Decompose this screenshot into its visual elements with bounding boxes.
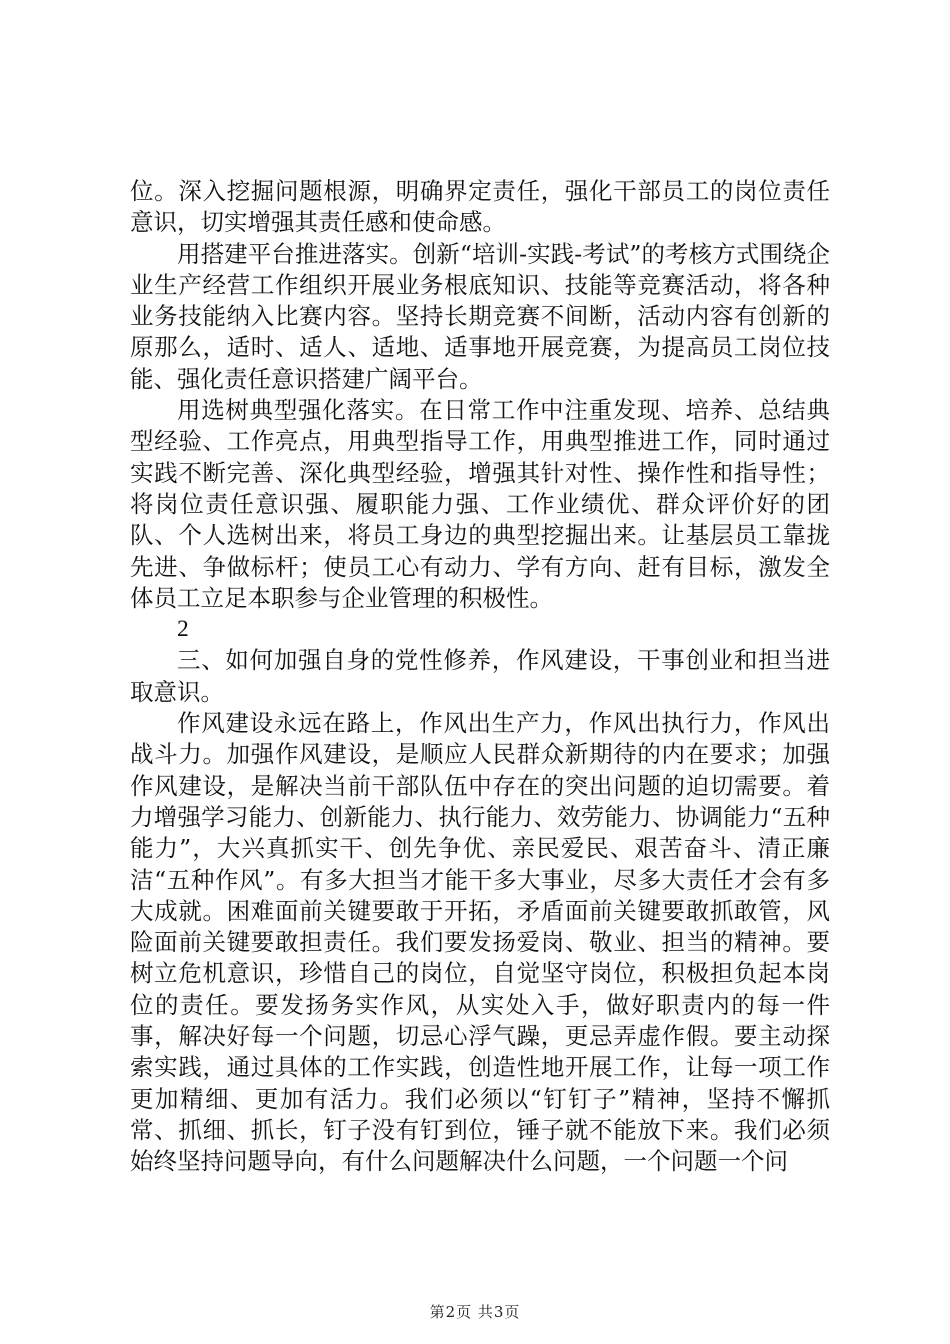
paragraph-work-style: 作风建设永远在路上，作风出生产力，作风出执行力，作风出战斗力。加强作风建设，是顺应人民群众新期待的内在要求；加强作风建设，是解决当前干部队伍中存在的突出问题的迫切需要。着力增强学习能力、创新能力、执行能力、效劳能力、协调能力“五种能力”，大兴真抓实干、创先争优、亲民爱民、艰苦奋斗、清正廉洁“五种作风”。有多大担当才能干多大事业，尽多大责任才会有多大成就。困难面前关键要敢于开拓，矛盾面前关键要敢抓敢管，风险面前关键要敢担责任。我们要发扬爱岗、敬业、担当的精神。要树立危机意识，珍惜自己的岗位，自觉坚守岗位，积极担负起本岗位的责任。要发扬务实作风，从实处入手，做好职责内的每一件事，解决好每一个问题，切忌心浮气躁，更忌弄虚作假。要主动探索实践，通过具体的工作实践，创造性地开展工作，让每一项工作更加精细、更加有活力。我们必须以“钉钉子”精神，坚持不懈抓常、抓细、抓长，钉子没有钉到位，锤子就不能放下来。我们必须始终坚持问题导向，有什么问题解决什么问题，一个问题一个问 bbox=[130, 709, 830, 1176]
page-footer: 第2页 共3页 bbox=[429, 1303, 521, 1321]
paragraph-platform: 用搭建平台推进落实。创新“培训-实践-考试”的考核方式围绕企业生产经营工作组织开展业务根底知识、技能等竞赛活动，将各种业务技能纳入比赛内容。坚持长期竞赛不间断，活动内容有创新的原那么，适时、适人、适地、适事地开展竞赛，为提高员工岗位技能、强化责任意识搭建广阔平台。 bbox=[130, 239, 830, 393]
document-body bbox=[130, 176, 830, 1178]
section-heading-three: 三、如何加强自身的党性修养，作风建设，干事创业和担当进取意识。 bbox=[130, 646, 830, 706]
paragraph-model: 用选树典型强化落实。在日常工作中注重发现、培养、总结典型经验、工作亮点，用典型指导工作，用典型推进工作，同时通过实践不断完善、深化典型经验，增强其针对性、操作性和指导性；将岗位责任意识强、履职能力强、工作业绩优、群众评价好的团队、个人选树出来，将员工身边的典型挖掘出来。让基层员工靠拢先进、争做标杆；使员工心有动力、学有方向、赶有目标，激发全体员工立足本职参与企业管理的积极性。 bbox=[130, 396, 830, 612]
inline-page-number: 2 bbox=[177, 616, 189, 643]
paragraph-continuation: 位。深入挖掘问题根源，明确界定责任，强化干部员工的岗位责任意识，切实增强其责任感和使命感。 bbox=[130, 177, 830, 237]
